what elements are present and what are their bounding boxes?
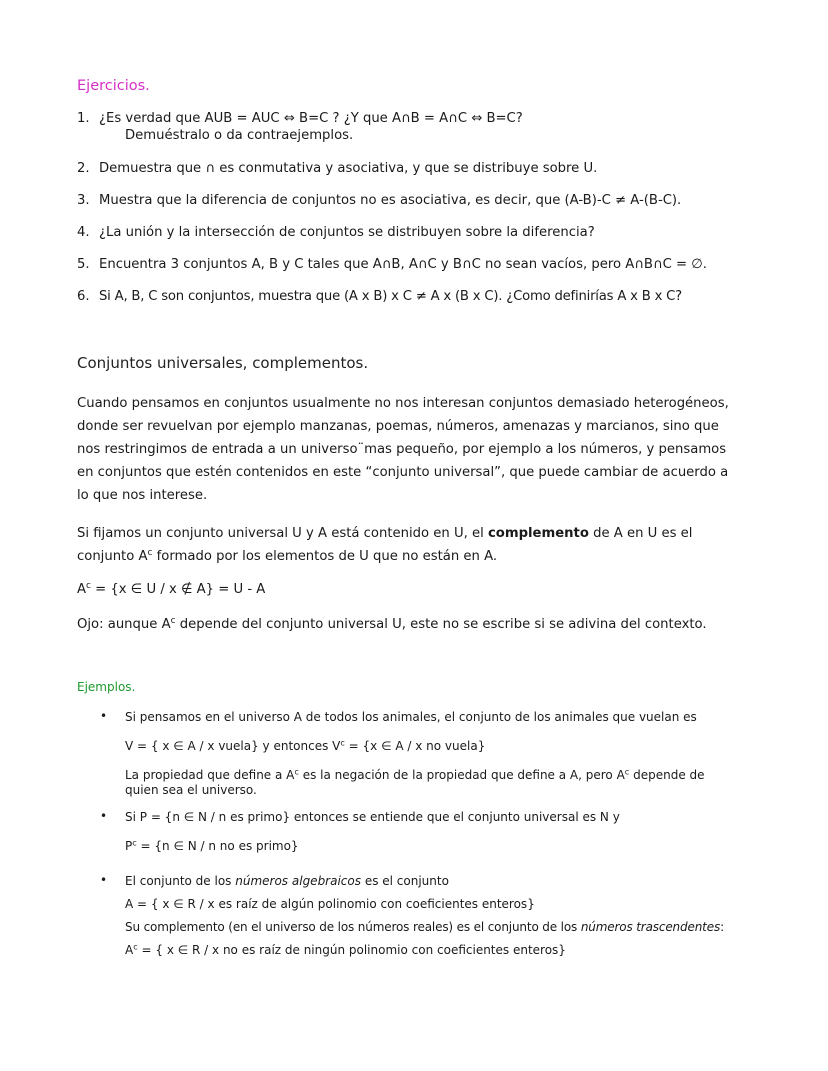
text: Si fijamos un conjunto universal U y A está contenido en U, el — [77, 526, 488, 541]
exercise-number: 5. — [77, 257, 90, 272]
superscript: c — [147, 548, 153, 559]
exercise-text-cont: Demuéstralo o da contraejemplos. — [125, 128, 354, 143]
exercise-number: 6. — [77, 289, 90, 304]
text: V = { x ∈ A / x vuela} y entonces V — [125, 739, 341, 753]
superscript: c — [132, 837, 137, 848]
examples-title: Ejemplos. — [77, 680, 136, 694]
superscript: c — [170, 616, 176, 627]
note — [77, 617, 707, 632]
text: = {x ∈ A / x no vuela} — [344, 739, 486, 753]
text: Ojo: aunque A — [77, 617, 171, 632]
example-line: A = { x ∈ R / x es raíz de algún polinomio con coeficientes enteros} — [125, 897, 535, 911]
example-line: Si pensamos en el universo A de todos los animales, el conjunto de los animales que vuelan es — [125, 710, 697, 724]
bold-term: complemento — [487, 526, 589, 541]
text: de A en U es el — [588, 526, 693, 541]
italic-term: números algebraicos — [235, 874, 361, 888]
italic-term: números trascendentes — [580, 920, 721, 934]
text: conjunto A — [77, 549, 148, 564]
example-line — [125, 739, 485, 753]
bullet-icon: • — [100, 873, 108, 887]
text: depende del conjunto universal U, este no se escribe si se adivina del contexto. — [175, 617, 707, 632]
text: : — [720, 920, 724, 934]
exercise-text: Encuentra 3 conjuntos A, B y C tales que A∩B, A∩C y B∩C no sean vacíos, pero A∩B∩C = ∅. — [99, 257, 707, 272]
paragraph-line — [77, 526, 692, 541]
text: = {n ∈ N / n no es primo} — [136, 839, 299, 853]
bullet-icon: • — [100, 709, 108, 723]
example-line: Si P = {n ∈ N / n es primo} entonces se entiende que el conjunto universal es N y — [125, 810, 620, 824]
paragraph-line — [77, 549, 497, 564]
exercise-text: ¿La unión y la intersección de conjuntos se distribuyen sobre la diferencia? — [99, 225, 595, 240]
paragraph-line: lo que nos interese. — [77, 488, 208, 503]
example-line — [125, 874, 449, 888]
exercises-title: Ejercicios. — [77, 78, 150, 94]
text: es el conjunto — [361, 874, 449, 888]
paragraph-line: donde ser revuelvan por ejemplo manzanas, poemas, números, amenazas y marcianos, sino que — [77, 419, 719, 434]
exercise-number: 1. — [77, 111, 90, 126]
superscript: c — [86, 581, 91, 592]
superscript: c — [340, 737, 345, 748]
text: El conjunto de los — [125, 874, 236, 888]
exercise-text: Demuestra que ∩ es conmutativa y asociativa, y que se distribuye sobre U. — [99, 161, 598, 176]
example-line — [125, 920, 724, 934]
section-title: Conjuntos universales, complementos. — [77, 354, 369, 372]
text: = { x ∈ R / x no es raíz de ningún polinomio con coeficientes enteros} — [137, 943, 566, 957]
text: = {x ∈ U / x ∉ A} = U - A — [90, 582, 266, 597]
text: La propiedad que define a A — [125, 768, 295, 782]
example-line: quien sea el universo. — [125, 783, 257, 797]
exercise-number: 4. — [77, 225, 90, 240]
text: A — [77, 582, 87, 597]
text: depende de — [629, 768, 705, 782]
bullet-icon: • — [100, 809, 108, 823]
text: P — [125, 839, 133, 853]
example-line — [125, 768, 705, 782]
superscript: c — [624, 766, 630, 777]
exercise-number: 2. — [77, 161, 90, 176]
text: A — [125, 943, 134, 957]
exercise-text: Muestra que la diferencia de conjuntos no es asociativa, es decir, que (A-B)-C ≠ A-(B-C). — [99, 193, 682, 208]
text: Su complemento (en el universo de los números reales) es el conjunto de los — [125, 920, 581, 934]
superscript: c — [133, 941, 138, 952]
example-line — [125, 839, 299, 853]
text: formado por los elementos de U que no están en A. — [152, 549, 498, 564]
complement-formula — [77, 582, 265, 597]
paragraph-line: nos restringimos de entrada a un universo¨mas pequeño, por ejemplo a los números, y pensamos — [77, 442, 727, 457]
example-line — [125, 943, 566, 957]
superscript: c — [294, 766, 299, 777]
exercise-text: ¿Es verdad que AUB = AUC ⇔ B=C ? ¿Y que A∩B = A∩C ⇔ B=C? — [99, 111, 523, 126]
paragraph-line: en conjuntos que estén contenidos en este “conjunto universal”, que puede cambiar de acuerdo a — [77, 465, 729, 480]
exercise-text: Si A, B, C son conjuntos, muestra que (A x B) x C ≠ A x (B x C). ¿Como definirías A x B x C? — [99, 289, 682, 304]
paragraph-line: Cuando pensamos en conjuntos usualmente no nos interesan conjuntos demasiado heterogéneos, — [77, 396, 729, 411]
text: es la negación de la propiedad que define a A, pero A — [298, 768, 625, 782]
exercise-number: 3. — [77, 193, 90, 208]
